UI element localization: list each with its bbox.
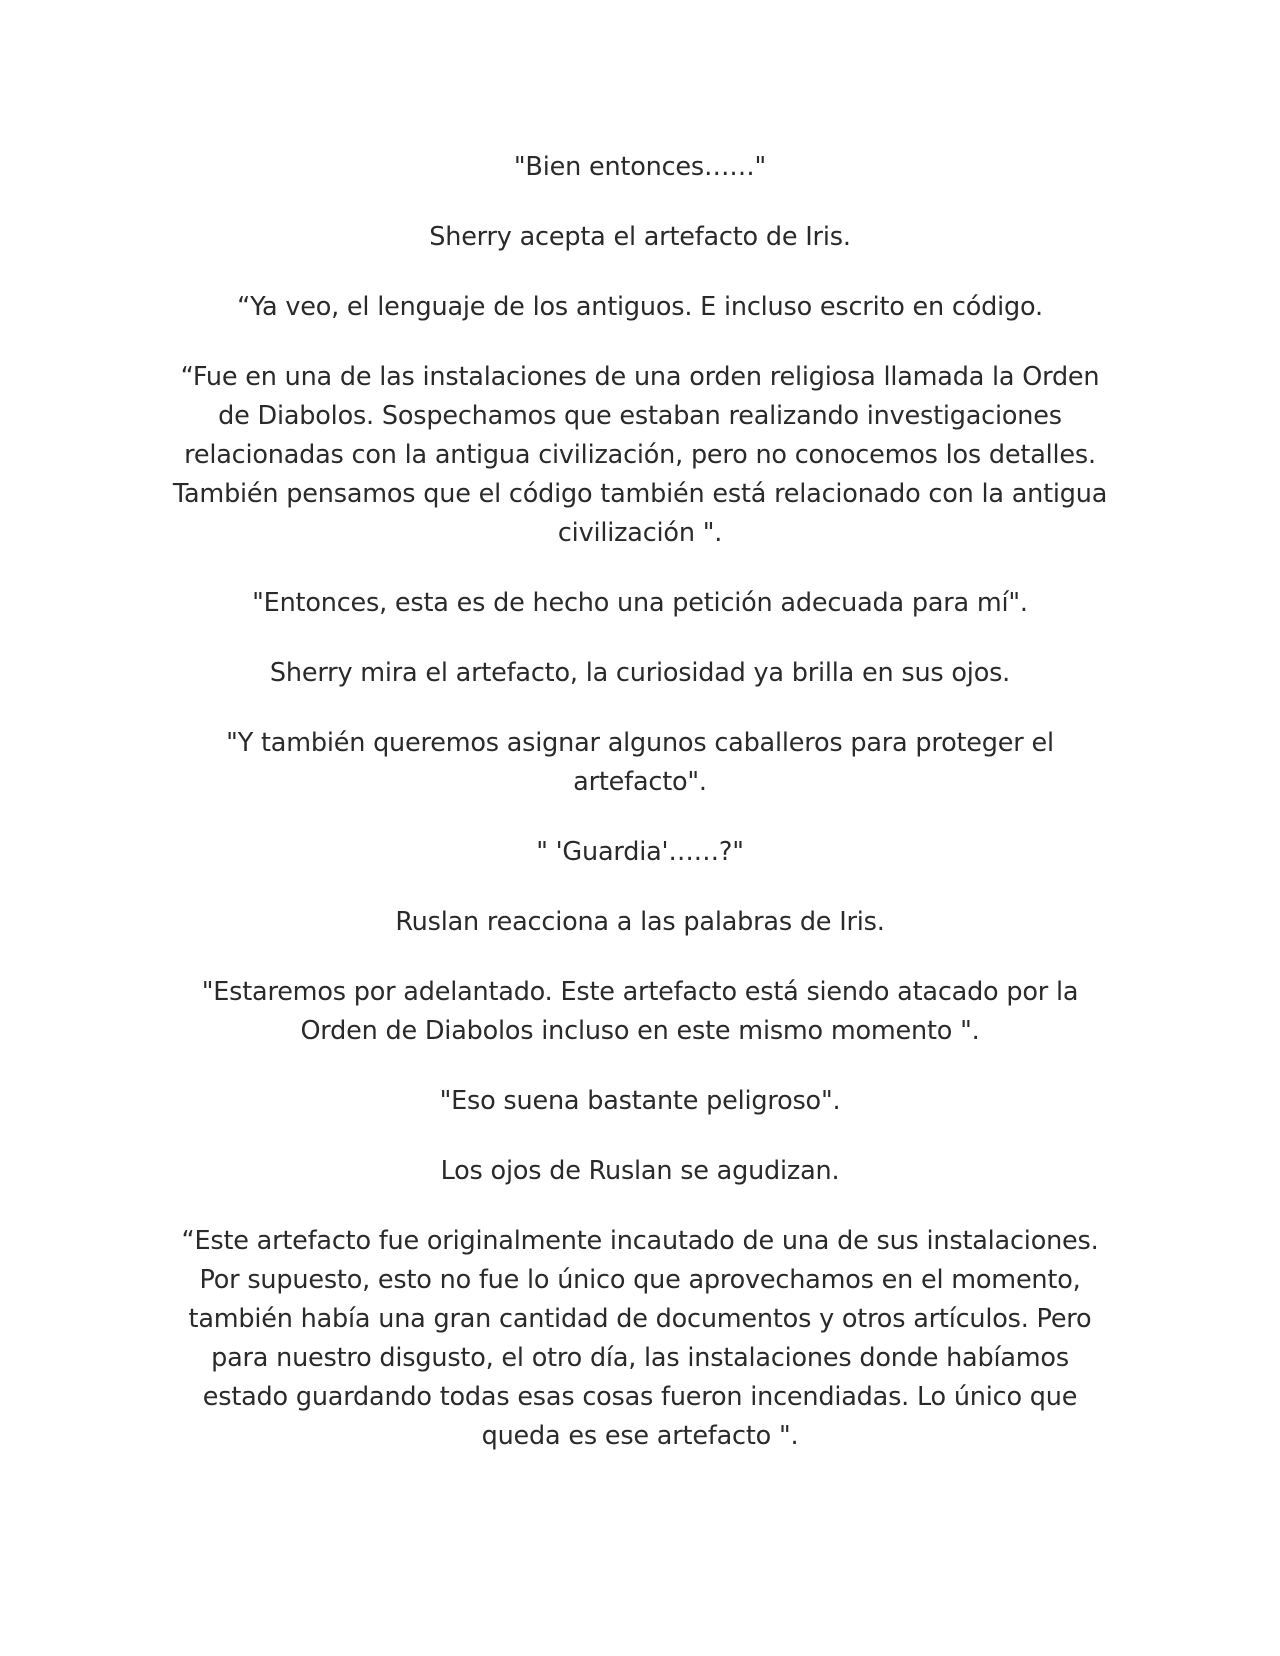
paragraph-1: "Bien entonces……": [513, 152, 767, 182]
paragraph-2: Sherry acepta el artefacto de Iris.: [429, 222, 851, 252]
paragraph-10: "Estaremos por adelantado. Este artefacto está siendo atacado por la Orden de Diabolos incluso en este mismo momento ".: [201, 977, 1079, 1046]
paragraph-5: "Entonces, esta es de hecho una petición adecuada para mí".: [252, 588, 1028, 618]
paragraph-11: "Eso suena bastante peligroso".: [439, 1086, 841, 1116]
paragraph-7: "Y también queremos asignar algunos caballeros para proteger el artefacto".: [226, 728, 1054, 797]
document-body: [170, 148, 1110, 1487]
paragraph-9: Ruslan reacciona a las palabras de Iris.: [395, 907, 885, 937]
paragraph-13: “Este artefacto fue originalmente incautado de una de sus instalaciones. Por supuesto, esto no fue lo único que aprovechamos en el momento, también había una gran cantidad de documentos y otros artículos. Pero para nuestro disgusto, el otro día, las instalaciones donde habíamos estado guardando todas esas cosas fueron incendiadas. Lo único que queda es ese artefacto ".: [181, 1226, 1099, 1451]
paragraph-6: Sherry mira el artefacto, la curiosidad ya brilla en sus ojos.: [269, 658, 1011, 688]
paragraph-12: Los ojos de Ruslan se agudizan.: [440, 1156, 840, 1186]
paragraph-8: " 'Guardia'……?": [536, 837, 744, 867]
paragraph-4: “Fue en una de las instalaciones de una orden religiosa llamada la Orden de Diabolos. Sospechamos que estaban realizando investigaciones relacionadas con la antigua civilización, pero no conocemos los detalles. También pensamos que el código también está relacionado con la antigua civilización ".: [172, 362, 1108, 548]
paragraph-3: “Ya veo, el lenguaje de los antiguos. E incluso escrito en código.: [237, 292, 1043, 322]
